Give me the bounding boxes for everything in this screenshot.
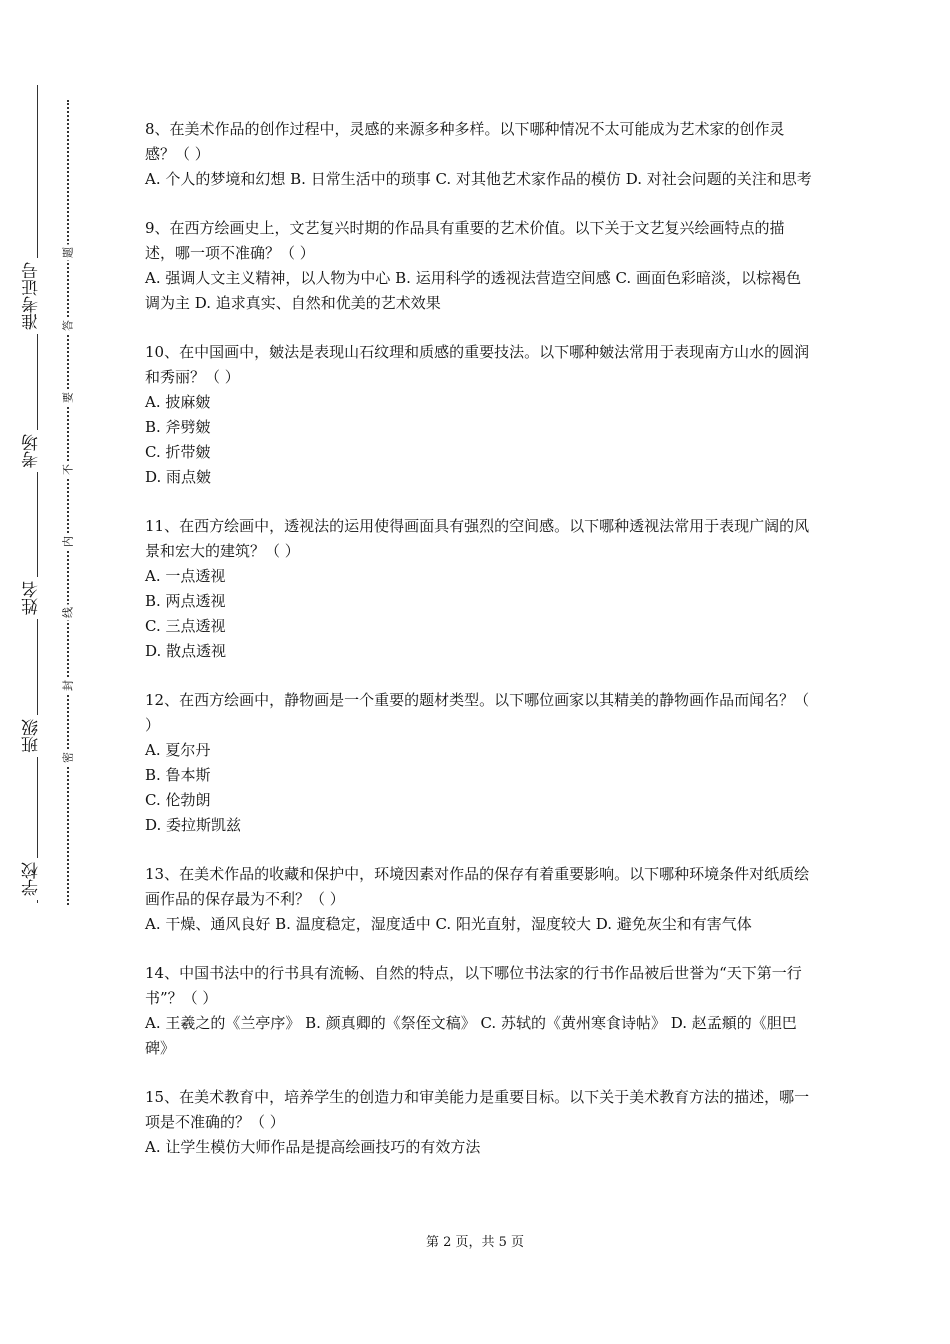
question-11	[145, 514, 813, 664]
question-10	[145, 340, 813, 490]
option-c: C. 折带皴	[145, 443, 211, 461]
school-label: 学校	[24, 858, 52, 900]
question-stem: 11、在西方绘画中，透视法的运用使得画面具有强烈的空间感。以下哪种透视法常用于表现广阔的风景和宏大的建筑？（ ）	[145, 517, 810, 560]
question-options: A. 个人的梦境和幻想 B. 日常生活中的琐事 C. 对其他艺术家作品的模仿 D. 对社会问题的关注和思考	[145, 170, 812, 188]
binding-solid-line	[37, 85, 38, 903]
question-14	[145, 961, 813, 1061]
question-stem: 8、在美术作品的创作过程中，灵感的来源多种多样。以下哪种情况不太可能成为艺术家的创作灵感？（ ）	[145, 120, 785, 163]
option-c: C. 伦勃朗	[145, 791, 211, 809]
question-stem: 9、在西方绘画史上，文艺复兴时期的作品具有重要的艺术价值。以下关于文艺复兴绘画特点的描述，哪一项不准确？（ ）	[145, 219, 785, 262]
question-stem: 10、在中国画中，皴法是表现山石纹理和质感的重要技法。以下哪种皴法常用于表现南方山水的圆润和秀丽？（ ）	[145, 343, 810, 386]
question-options: A. 王羲之的《兰亭序》 B. 颜真卿的《祭侄文稿》 C. 苏轼的《黄州寒食诗帖》 D. 赵孟頫的《胆巴碑》	[145, 1014, 797, 1057]
option-a: A. 披麻皴	[145, 393, 211, 411]
question-stem: 13、在美术作品的收藏和保护中，环境因素对作品的保存有着重要影响。以下哪种环境条件对纸质绘画作品的保存最为不利？（ ）	[145, 865, 810, 908]
option-b: B. 鲁本斯	[145, 766, 211, 784]
option-a: A. 让学生模仿大师作品是提高绘画技巧的有效方法	[145, 1138, 481, 1156]
question-8	[145, 117, 813, 192]
binding-dotted-line	[67, 100, 69, 905]
seal-char: 不	[61, 462, 76, 478]
option-d: D. 雨点皴	[145, 468, 212, 486]
question-9	[145, 216, 813, 316]
seal-char: 线	[61, 605, 76, 621]
question-15	[145, 1085, 813, 1160]
question-stem: 15、在美术教育中，培养学生的创造力和审美能力是重要目标。以下关于美术教育方法的描述，哪一项是不准确的？（ ）	[145, 1088, 810, 1131]
seal-char: 封	[61, 678, 76, 694]
option-a: A. 一点透视	[145, 567, 226, 585]
seal-char: 要	[61, 390, 76, 406]
option-d: D. 委拉斯凯兹	[145, 816, 242, 834]
option-c: C. 三点透视	[145, 617, 226, 635]
question-options: A. 干燥、通风良好 B. 温度稳定，湿度适中 C. 阳光直射，湿度较大 D. 避免灰尘和有害气体	[145, 915, 752, 933]
question-13	[145, 862, 813, 937]
question-12	[145, 688, 813, 838]
option-d: D. 散点透视	[145, 642, 227, 660]
seal-char: 密	[61, 750, 76, 766]
option-a: A. 夏尔丹	[145, 741, 211, 759]
seal-char: 题	[61, 245, 76, 261]
seal-char: 答	[61, 318, 76, 334]
binding-margin	[0, 0, 100, 1344]
option-b: B. 两点透视	[145, 592, 226, 610]
option-b: B. 斧劈皴	[145, 418, 211, 436]
question-options: A. 强调人文主义精神，以人物为中心 B. 运用科学的透视法营造空间感 C. 画面色彩暗淡，以棕褐色调为主 D. 追求真实、自然和优美的艺术效果	[145, 269, 801, 312]
question-stem: 12、在西方绘画中，静物画是一个重要的题材类型。以下哪位画家以其精美的静物画作品而闻名？（ ）	[145, 691, 810, 734]
class-label: 班级	[24, 715, 52, 757]
question-stem: 14、中国书法中的行书具有流畅、自然的特点，以下哪位书法家的行书作品被后世誉为“天下第一行书”？（ ）	[145, 964, 802, 1007]
exam-room-label: 考场	[24, 430, 52, 472]
exam-number-label: 准考证号	[24, 258, 52, 334]
page-footer: 第 2 页，共 5 页	[425, 1235, 525, 1250]
name-label: 姓名	[24, 577, 52, 619]
seal-char: 内	[61, 534, 76, 550]
question-list	[145, 117, 813, 1184]
